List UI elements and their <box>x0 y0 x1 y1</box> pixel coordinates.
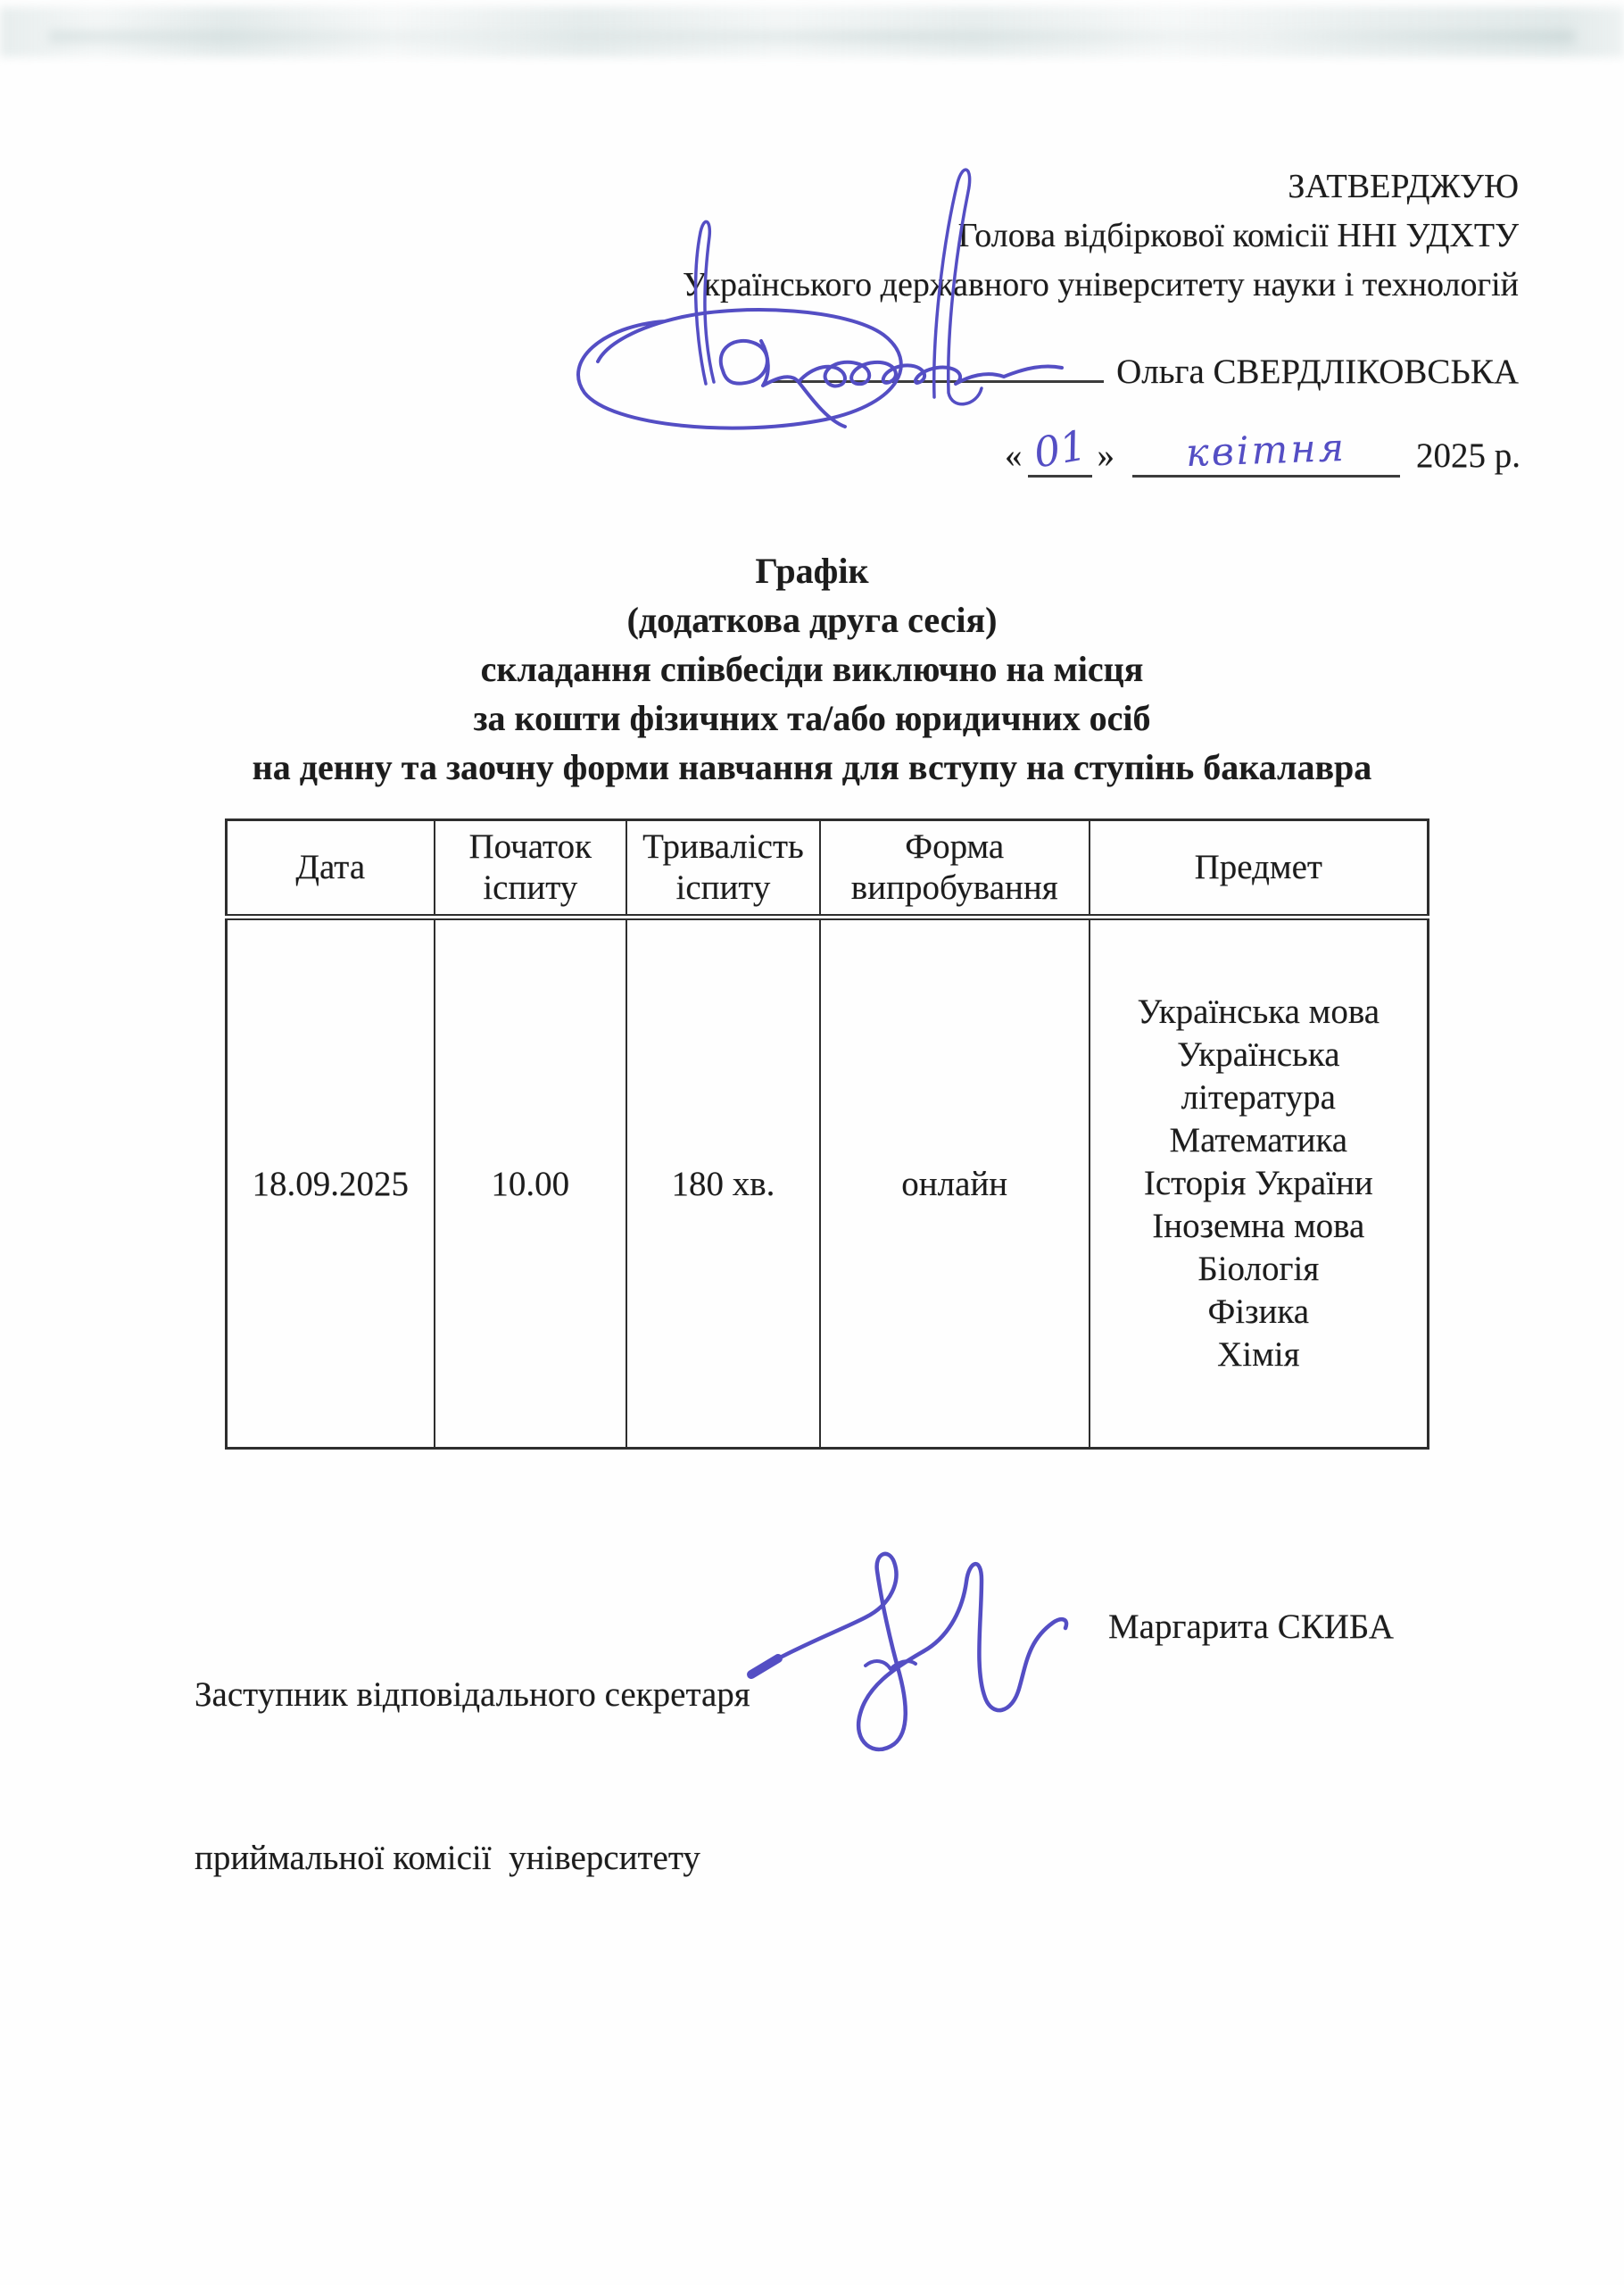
date-open-quote: « <box>1005 436 1023 475</box>
approval-stamp-block <box>537 162 1519 310</box>
subject-item: Українська мова <box>1137 993 1380 1031</box>
date-day-slot <box>1028 420 1092 478</box>
title-line-3: складання співбесіди виключно на місця <box>480 649 1144 689</box>
subject-item: Історія України <box>1143 1164 1373 1202</box>
cell-subjects <box>1090 918 1429 1449</box>
handwritten-month: квітня <box>1185 425 1347 477</box>
date-year: 2025 р. <box>1416 436 1520 475</box>
handwritten-day: 01 <box>1029 420 1090 478</box>
date-close-quote: » <box>1097 436 1114 475</box>
approval-signature-line <box>769 345 1519 392</box>
secretary-role-line-2: приймальної комісії університету <box>195 1839 700 1877</box>
secretary-role-line-1: Заступник відповідального секретаря <box>195 1675 750 1714</box>
secretary-signature <box>732 1508 1080 1776</box>
title-line-5: на денну та заочну форми навчання для вступу на ступінь бакалавра <box>252 747 1372 787</box>
schedule-table <box>225 818 1429 1450</box>
table-row <box>227 918 1429 1449</box>
approval-title: ЗАТВЕРДЖУЮ <box>1288 168 1519 205</box>
title-line-1: Графік <box>755 551 869 591</box>
document-title-block <box>0 546 1624 792</box>
subject-item: Фізика <box>1207 1292 1310 1331</box>
approval-role-line: Голова відбіркової комісії ННІ УДХТУ <box>957 217 1519 254</box>
subject-item: Хімія <box>1217 1335 1300 1374</box>
title-line-4: за кошти фізичних та/або юридичних осіб <box>473 698 1151 738</box>
scan-artifact-band <box>0 7 1624 57</box>
subject-item: Іноземна мова <box>1152 1207 1365 1245</box>
subject-item: Математика <box>1169 1121 1348 1159</box>
date-month-slot <box>1132 423 1400 478</box>
approval-signatory-name: Ольга СВЕРДЛІКОВСЬКА <box>1116 353 1519 391</box>
cell-form: онлайн <box>820 918 1090 1449</box>
title-line-2: (додаткова друга сесія) <box>626 600 998 640</box>
col-header-form: Форма випробування <box>820 820 1090 918</box>
secretary-name: Маргарита СКИБА <box>1108 1608 1394 1646</box>
approval-date-line <box>1005 420 1520 478</box>
signature-underline <box>769 345 1104 383</box>
col-header-subject: Предмет <box>1090 820 1429 918</box>
subject-item: Біологія <box>1197 1250 1320 1288</box>
col-header-duration: Тривалість іспиту <box>626 820 820 918</box>
approval-university-line: Українського державного університету науки і технологій <box>682 266 1519 303</box>
cell-date: 18.09.2025 <box>227 918 435 1449</box>
col-header-start: Початок іспиту <box>435 820 627 918</box>
table-header-row <box>227 820 1429 918</box>
cell-duration: 180 хв. <box>626 918 820 1449</box>
secretary-block <box>195 1558 750 1994</box>
subject-item: Українська література <box>1177 1035 1340 1117</box>
subjects-list <box>1099 991 1418 1376</box>
col-header-date: Дата <box>227 820 435 918</box>
cell-start-time: 10.00 <box>435 918 627 1449</box>
